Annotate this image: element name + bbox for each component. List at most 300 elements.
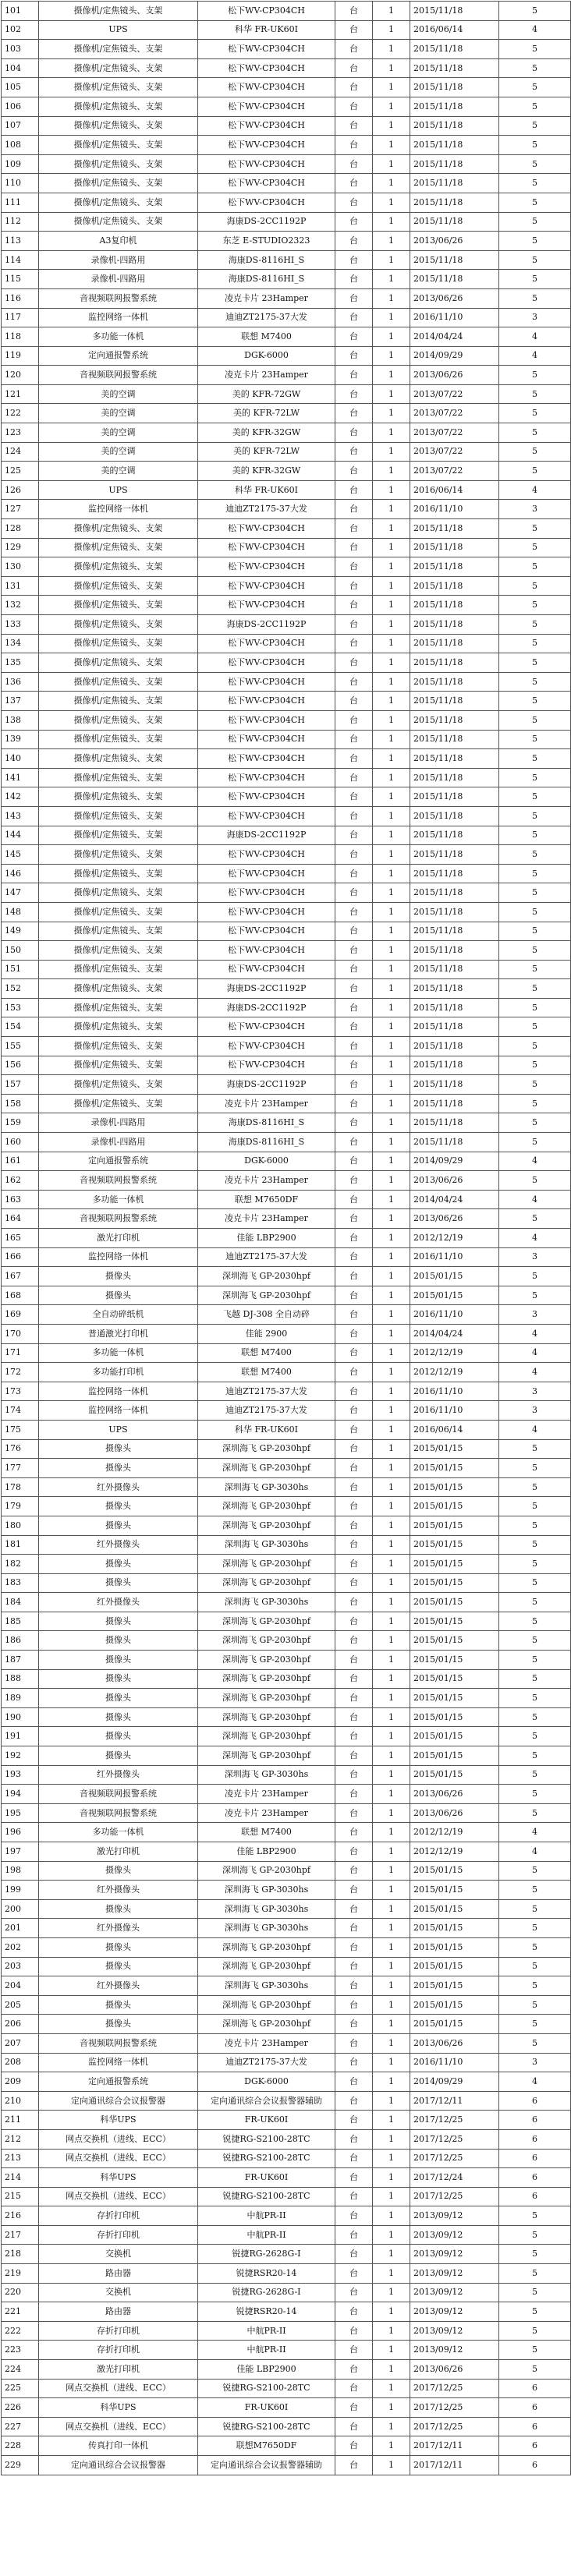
years-cell: 5: [499, 1459, 571, 1478]
quantity-cell: 1: [373, 1995, 410, 2015]
table-row: [2, 1707, 571, 1727]
quantity-cell: 1: [373, 1919, 410, 1938]
row-number-cell: 145: [2, 845, 39, 865]
table-row: [2, 998, 571, 1017]
quantity-cell: 1: [373, 787, 410, 807]
item-name-cell: 存折打印机: [39, 2321, 198, 2341]
model-spec-cell: 松下WV-CP304CH: [198, 193, 335, 212]
item-name-cell: 红外摄像头: [39, 1477, 198, 1497]
years-cell: 5: [499, 97, 571, 116]
row-number-cell: 126: [2, 480, 39, 500]
purchase-date-cell: 2015/11/18: [410, 212, 499, 232]
model-spec-cell: 深圳海飞 GP-2030hpf: [198, 1439, 335, 1459]
table-row: [2, 1669, 571, 1689]
unit-cell: 台: [335, 2091, 373, 2111]
years-cell: 5: [499, 2360, 571, 2380]
table-row: [2, 1555, 571, 1574]
row-number-cell: 182: [2, 1555, 39, 1574]
row-number-cell: 187: [2, 1651, 39, 1670]
unit-cell: 台: [335, 1229, 373, 1248]
purchase-date-cell: 2015/11/18: [410, 576, 499, 596]
quantity-cell: 1: [373, 922, 410, 941]
table-row: [2, 2436, 571, 2456]
quantity-cell: 1: [373, 1401, 410, 1421]
model-spec-cell: FR-UK60I: [198, 2111, 335, 2130]
quantity-cell: 1: [373, 1669, 410, 1689]
table-row: [2, 1803, 571, 1823]
model-spec-cell: 佳能 2900: [198, 1324, 335, 1343]
purchase-date-cell: 2015/01/15: [410, 1286, 499, 1305]
unit-cell: 台: [335, 1957, 373, 1976]
item-name-cell: 摄像机/定焦镜头、支架: [39, 653, 198, 673]
model-spec-cell: 深圳海飞 GP-2030hpf: [198, 1957, 335, 1976]
purchase-date-cell: 2013/06/26: [410, 2033, 499, 2053]
table-row: [2, 423, 571, 443]
item-name-cell: 红外摄像头: [39, 1976, 198, 1996]
unit-cell: 台: [335, 480, 373, 500]
row-number-cell: 191: [2, 1727, 39, 1746]
table-row: [2, 596, 571, 615]
table-row: [2, 384, 571, 404]
row-number-cell: 122: [2, 404, 39, 423]
item-name-cell: 红外摄像头: [39, 1593, 198, 1612]
table-row: [2, 366, 571, 385]
table-row: [2, 768, 571, 787]
row-number-cell: 150: [2, 941, 39, 961]
quantity-cell: 1: [373, 576, 410, 596]
unit-cell: 台: [335, 749, 373, 769]
purchase-date-cell: 2015/11/18: [410, 864, 499, 883]
years-cell: 6: [499, 2417, 571, 2436]
years-cell: 5: [499, 1995, 571, 2015]
quantity-cell: 1: [373, 250, 410, 270]
purchase-date-cell: 2013/06/26: [410, 1803, 499, 1823]
purchase-date-cell: 2015/11/18: [410, 2, 499, 21]
item-name-cell: 激光打印机: [39, 1842, 198, 1862]
unit-cell: 台: [335, 2379, 373, 2398]
unit-cell: 台: [335, 2168, 373, 2188]
table-row: [2, 288, 571, 308]
model-spec-cell: 松下WV-CP304CH: [198, 97, 335, 116]
years-cell: 5: [499, 423, 571, 443]
years-cell: 5: [499, 250, 571, 270]
table-row: [2, 1861, 571, 1881]
years-cell: 5: [499, 1765, 571, 1785]
item-name-cell: 路由器: [39, 2264, 198, 2284]
item-name-cell: 音视频联网报警系统: [39, 288, 198, 308]
model-spec-cell: 松下WV-CP304CH: [198, 2, 335, 21]
quantity-cell: 1: [373, 78, 410, 97]
item-name-cell: 摄像机/定焦镜头、支架: [39, 576, 198, 596]
years-cell: 5: [499, 1957, 571, 1976]
years-cell: 5: [499, 538, 571, 557]
model-spec-cell: 联想M7650DF: [198, 2436, 335, 2456]
item-name-cell: 摄像头: [39, 1727, 198, 1746]
row-number-cell: 176: [2, 1439, 39, 1459]
model-spec-cell: 海康DS-2CC1192P: [198, 615, 335, 635]
table-row: [2, 2360, 571, 2380]
unit-cell: 台: [335, 1401, 373, 1421]
purchase-date-cell: 2015/11/18: [410, 136, 499, 155]
purchase-date-cell: 2015/01/15: [410, 1573, 499, 1593]
item-name-cell: 摄像机/定焦镜头、支架: [39, 768, 198, 787]
row-number-cell: 106: [2, 97, 39, 116]
years-cell: 5: [499, 2302, 571, 2322]
purchase-date-cell: 2015/11/18: [410, 826, 499, 845]
item-name-cell: 摄像机/定焦镜头、支架: [39, 787, 198, 807]
unit-cell: 台: [335, 270, 373, 289]
unit-cell: 台: [335, 1803, 373, 1823]
unit-cell: 台: [335, 710, 373, 730]
quantity-cell: 1: [373, 1976, 410, 1996]
quantity-cell: 1: [373, 58, 410, 78]
item-name-cell: 摄像机/定焦镜头、支架: [39, 864, 198, 883]
years-cell: 5: [499, 749, 571, 769]
row-number-cell: 210: [2, 2091, 39, 2111]
years-cell: 5: [499, 1209, 571, 1229]
unit-cell: 台: [335, 787, 373, 807]
model-spec-cell: 深圳海飞 GP-2030hpf: [198, 1861, 335, 1881]
unit-cell: 台: [335, 2417, 373, 2436]
quantity-cell: 1: [373, 2168, 410, 2188]
table-row: [2, 174, 571, 193]
table-row: [2, 730, 571, 749]
years-cell: 5: [499, 40, 571, 59]
years-cell: 5: [499, 672, 571, 692]
years-cell: 6: [499, 2456, 571, 2475]
table-row: [2, 1209, 571, 1229]
quantity-cell: 1: [373, 806, 410, 826]
purchase-date-cell: 2015/01/15: [410, 1899, 499, 1919]
quantity-cell: 1: [373, 710, 410, 730]
quantity-cell: 1: [373, 2341, 410, 2360]
item-name-cell: 摄像机/定焦镜头、支架: [39, 1056, 198, 1075]
purchase-date-cell: 2015/11/18: [410, 672, 499, 692]
unit-cell: 台: [335, 2436, 373, 2456]
table-row: [2, 2206, 571, 2226]
model-spec-cell: 松下WV-CP304CH: [198, 787, 335, 807]
purchase-date-cell: 2015/11/18: [410, 653, 499, 673]
years-cell: 5: [499, 174, 571, 193]
purchase-date-cell: 2013/09/12: [410, 2321, 499, 2341]
years-cell: 5: [499, 1075, 571, 1095]
unit-cell: 台: [335, 327, 373, 347]
years-cell: 3: [499, 308, 571, 327]
quantity-cell: 1: [373, 116, 410, 136]
table-row: [2, 960, 571, 979]
years-cell: 5: [499, 1937, 571, 1957]
model-spec-cell: 科华 FR-UK60I: [198, 1420, 335, 1439]
row-number-cell: 167: [2, 1267, 39, 1286]
quantity-cell: 1: [373, 2360, 410, 2380]
model-spec-cell: 松下WV-CP304CH: [198, 710, 335, 730]
purchase-date-cell: 2015/11/18: [410, 692, 499, 711]
model-spec-cell: 深圳海飞 GP-3030hs: [198, 1765, 335, 1785]
table-row: [2, 2225, 571, 2245]
row-number-cell: 203: [2, 1957, 39, 1976]
model-spec-cell: 科华 FR-UK60I: [198, 20, 335, 40]
table-row: [2, 1516, 571, 1535]
table-row: [2, 672, 571, 692]
row-number-cell: 190: [2, 1707, 39, 1727]
years-cell: 4: [499, 1343, 571, 1363]
years-cell: 5: [499, 979, 571, 999]
unit-cell: 台: [335, 1037, 373, 1056]
unit-cell: 台: [335, 212, 373, 232]
table-row: [2, 327, 571, 347]
row-number-cell: 180: [2, 1516, 39, 1535]
table-row: [2, 2264, 571, 2284]
purchase-date-cell: 2015/11/18: [410, 806, 499, 826]
years-cell: 5: [499, 1612, 571, 1631]
purchase-date-cell: 2013/06/26: [410, 1171, 499, 1191]
years-cell: 5: [499, 1439, 571, 1459]
model-spec-cell: 锐捷RG-2628G-I: [198, 2283, 335, 2302]
unit-cell: 台: [335, 806, 373, 826]
model-spec-cell: 松下WV-CP304CH: [198, 557, 335, 577]
model-spec-cell: 松下WV-CP304CH: [198, 922, 335, 941]
item-name-cell: 多功能一体机: [39, 1823, 198, 1842]
purchase-date-cell: 2015/11/18: [410, 116, 499, 136]
table-row: [2, 136, 571, 155]
item-name-cell: 美的空调: [39, 423, 198, 443]
table-row: [2, 1190, 571, 1209]
row-number-cell: 163: [2, 1190, 39, 1209]
table-row: [2, 1017, 571, 1037]
unit-cell: 台: [335, 2187, 373, 2206]
row-number-cell: 228: [2, 2436, 39, 2456]
unit-cell: 台: [335, 1133, 373, 1152]
row-number-cell: 149: [2, 922, 39, 941]
row-number-cell: 196: [2, 1823, 39, 1842]
years-cell: 4: [499, 1420, 571, 1439]
item-name-cell: UPS: [39, 1420, 198, 1439]
model-spec-cell: 深圳海飞 GP-2030hpf: [198, 1727, 335, 1746]
item-name-cell: 摄像头: [39, 1899, 198, 1919]
quantity-cell: 1: [373, 2015, 410, 2034]
item-name-cell: 存折打印机: [39, 2341, 198, 2360]
row-number-cell: 133: [2, 615, 39, 635]
purchase-date-cell: 2016/11/10: [410, 1401, 499, 1421]
model-spec-cell: 中航PR-II: [198, 2321, 335, 2341]
table-row: [2, 826, 571, 845]
model-spec-cell: 深圳海飞 GP-2030hpf: [198, 1689, 335, 1708]
unit-cell: 台: [335, 1842, 373, 1862]
years-cell: 5: [499, 2015, 571, 2034]
row-number-cell: 104: [2, 58, 39, 78]
quantity-cell: 1: [373, 327, 410, 347]
unit-cell: 台: [335, 692, 373, 711]
row-number-cell: 144: [2, 826, 39, 845]
quantity-cell: 1: [373, 193, 410, 212]
item-name-cell: 摄像机/定焦镜头、支架: [39, 1094, 198, 1113]
model-spec-cell: 凌克卡片 23Hamper: [198, 1785, 335, 1804]
years-cell: 5: [499, 1573, 571, 1593]
purchase-date-cell: 2017/12/25: [410, 2417, 499, 2436]
unit-cell: 台: [335, 423, 373, 443]
quantity-cell: 1: [373, 346, 410, 366]
model-spec-cell: 深圳海飞 GP-2030hpf: [198, 1286, 335, 1305]
unit-cell: 台: [335, 1651, 373, 1670]
row-number-cell: 110: [2, 174, 39, 193]
item-name-cell: 摄像机/定焦镜头、支架: [39, 154, 198, 174]
quantity-cell: 1: [373, 2417, 410, 2436]
item-name-cell: 多功能一体机: [39, 327, 198, 347]
item-name-cell: 摄像头: [39, 1497, 198, 1516]
unit-cell: 台: [335, 1573, 373, 1593]
table-row: [2, 442, 571, 462]
years-cell: 5: [499, 922, 571, 941]
quantity-cell: 1: [373, 2033, 410, 2053]
table-row: [2, 1477, 571, 1497]
years-cell: 5: [499, 692, 571, 711]
row-number-cell: 160: [2, 1133, 39, 1152]
unit-cell: 台: [335, 1113, 373, 1133]
row-number-cell: 112: [2, 212, 39, 232]
row-number-cell: 127: [2, 500, 39, 519]
years-cell: 3: [499, 1305, 571, 1325]
quantity-cell: 1: [373, 97, 410, 116]
item-name-cell: 摄像机/定焦镜头、支架: [39, 596, 198, 615]
item-name-cell: 摄像机/定焦镜头、支架: [39, 2, 198, 21]
unit-cell: 台: [335, 1669, 373, 1689]
years-cell: 5: [499, 2206, 571, 2226]
unit-cell: 台: [335, 519, 373, 539]
model-spec-cell: 松下WV-CP304CH: [198, 40, 335, 59]
table-row: [2, 462, 571, 481]
item-name-cell: 摄像机/定焦镜头、支架: [39, 960, 198, 979]
item-name-cell: 摄像头: [39, 1573, 198, 1593]
model-spec-cell: 锐捷RSR20-14: [198, 2264, 335, 2284]
years-cell: 3: [499, 2053, 571, 2072]
unit-cell: 台: [335, 2302, 373, 2322]
model-spec-cell: 美的 KFR-32GW: [198, 462, 335, 481]
model-spec-cell: 松下WV-CP304CH: [198, 174, 335, 193]
purchase-date-cell: 2014/09/29: [410, 2072, 499, 2092]
quantity-cell: 1: [373, 154, 410, 174]
quantity-cell: 1: [373, 1727, 410, 1746]
purchase-date-cell: 2015/11/18: [410, 58, 499, 78]
purchase-date-cell: 2016/11/10: [410, 2053, 499, 2072]
purchase-date-cell: 2015/01/15: [410, 1459, 499, 1478]
years-cell: 4: [499, 1229, 571, 1248]
model-spec-cell: 中航PR-II: [198, 2225, 335, 2245]
row-number-cell: 103: [2, 40, 39, 59]
purchase-date-cell: 2015/01/15: [410, 1957, 499, 1976]
years-cell: 3: [499, 1247, 571, 1267]
unit-cell: 台: [335, 864, 373, 883]
unit-cell: 台: [335, 2283, 373, 2302]
unit-cell: 台: [335, 1593, 373, 1612]
item-name-cell: 美的空调: [39, 462, 198, 481]
years-cell: 5: [499, 941, 571, 961]
years-cell: 5: [499, 2264, 571, 2284]
table-row: [2, 1535, 571, 1555]
row-number-cell: 215: [2, 2187, 39, 2206]
row-number-cell: 134: [2, 634, 39, 653]
model-spec-cell: 迪迪ZT2175-37大发: [198, 1401, 335, 1421]
item-name-cell: 摄像头: [39, 1516, 198, 1535]
unit-cell: 台: [335, 2341, 373, 2360]
unit-cell: 台: [335, 1286, 373, 1305]
unit-cell: 台: [335, 1689, 373, 1708]
purchase-date-cell: 2016/11/10: [410, 500, 499, 519]
years-cell: 5: [499, 1919, 571, 1938]
row-number-cell: 178: [2, 1477, 39, 1497]
asset-table: [1, 1, 571, 2475]
quantity-cell: 1: [373, 404, 410, 423]
row-number-cell: 206: [2, 2015, 39, 2034]
purchase-date-cell: 2017/12/25: [410, 2398, 499, 2418]
quantity-cell: 1: [373, 174, 410, 193]
row-number-cell: 198: [2, 1861, 39, 1881]
unit-cell: 台: [335, 2033, 373, 2053]
item-name-cell: 美的空调: [39, 442, 198, 462]
table-row: [2, 1746, 571, 1766]
quantity-cell: 1: [373, 1823, 410, 1842]
model-spec-cell: 凌克卡片 23Hamper: [198, 1094, 335, 1113]
unit-cell: 台: [335, 193, 373, 212]
item-name-cell: 定向通报警系统: [39, 2072, 198, 2092]
item-name-cell: 摄像机/定焦镜头、支架: [39, 902, 198, 922]
unit-cell: 台: [335, 1919, 373, 1938]
row-number-cell: 201: [2, 1919, 39, 1938]
row-number-cell: 213: [2, 2149, 39, 2168]
purchase-date-cell: 2012/12/19: [410, 1842, 499, 1862]
table-row: [2, 1401, 571, 1421]
table-row: [2, 1382, 571, 1401]
row-number-cell: 124: [2, 442, 39, 462]
table-row: [2, 2321, 571, 2341]
model-spec-cell: 海康DS-2CC1192P: [198, 998, 335, 1017]
row-number-cell: 121: [2, 384, 39, 404]
model-spec-cell: 松下WV-CP304CH: [198, 634, 335, 653]
purchase-date-cell: 2013/09/12: [410, 2341, 499, 2360]
unit-cell: 台: [335, 1746, 373, 1766]
row-number-cell: 175: [2, 1420, 39, 1439]
model-spec-cell: 凌克卡片 23Hamper: [198, 366, 335, 385]
quantity-cell: 1: [373, 1113, 410, 1133]
quantity-cell: 1: [373, 2302, 410, 2322]
item-name-cell: 摄像机/定焦镜头、支架: [39, 692, 198, 711]
purchase-date-cell: 2015/11/18: [410, 1094, 499, 1113]
item-name-cell: 多功能一体机: [39, 1190, 198, 1209]
unit-cell: 台: [335, 366, 373, 385]
item-name-cell: 音视频联网报警系统: [39, 366, 198, 385]
purchase-date-cell: 2013/06/26: [410, 1209, 499, 1229]
purchase-date-cell: 2017/12/25: [410, 2379, 499, 2398]
unit-cell: 台: [335, 2360, 373, 2380]
purchase-date-cell: 2015/01/15: [410, 2015, 499, 2034]
item-name-cell: 摄像头: [39, 1267, 198, 1286]
quantity-cell: 1: [373, 1937, 410, 1957]
model-spec-cell: 锐捷RG-S2100-28TC: [198, 2149, 335, 2168]
item-name-cell: 摄像机/定焦镜头、支架: [39, 1037, 198, 1056]
row-number-cell: 117: [2, 308, 39, 327]
purchase-date-cell: 2012/12/19: [410, 1823, 499, 1842]
item-name-cell: 摄像头: [39, 1957, 198, 1976]
years-cell: 5: [499, 1017, 571, 1037]
purchase-date-cell: 2015/01/15: [410, 1669, 499, 1689]
years-cell: 5: [499, 2225, 571, 2245]
unit-cell: 台: [335, 1094, 373, 1113]
row-number-cell: 209: [2, 2072, 39, 2092]
table-row: [2, 519, 571, 539]
quantity-cell: 1: [373, 2187, 410, 2206]
quantity-cell: 1: [373, 1651, 410, 1670]
unit-cell: 台: [335, 998, 373, 1017]
purchase-date-cell: 2017/12/25: [410, 2187, 499, 2206]
